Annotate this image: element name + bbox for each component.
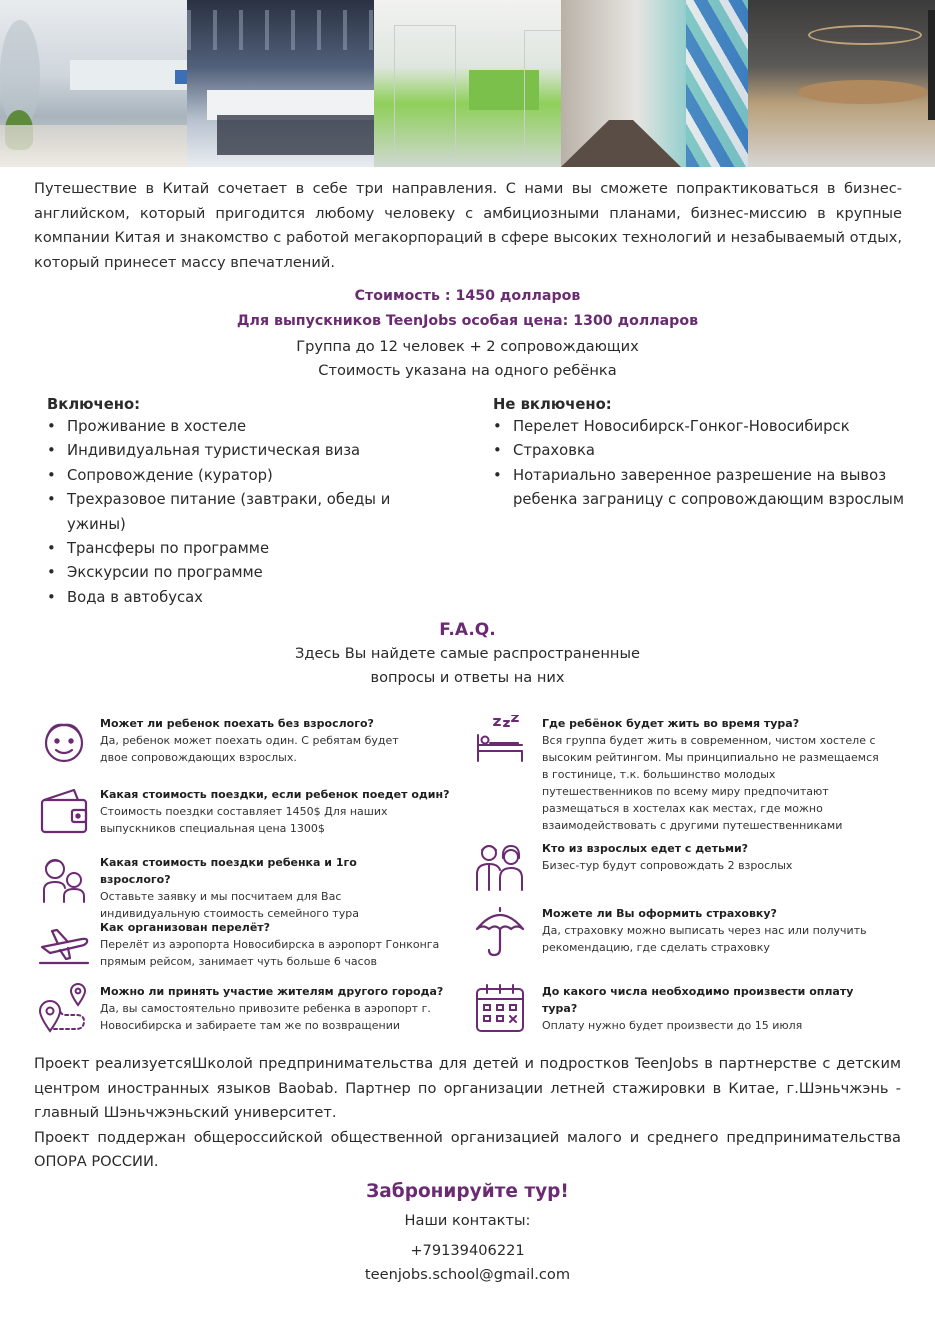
faq-answer: Вся группа будет жить в современном, чистом хостеле с высоким рейтингом. Мы принципиально не размещаемся в гостинице, т.к. большинство молодых путешественников по всему миру предпочитают размещаться в хостелах как местах, где можно взаимодействовать с другими путешественниками	[542, 734, 879, 832]
list-item: • Индивидуальная туристическая виза	[47, 439, 447, 463]
faq-item	[474, 983, 904, 1035]
faq-item	[38, 919, 458, 971]
faq-subtitle	[0, 642, 935, 689]
alumni-price-text: Для выпускников TeenJobs особая цена: 1300 долларов	[236, 313, 699, 329]
faq-answer: Оставьте заявку и мы посчитаем для Вас индивидуальную стоимость семейного тура	[100, 890, 359, 920]
faq-answer: Перелёт из аэропорта Новосибирска в аэропорт Гонконга прямым рейсом, занимает чуть больше 6 часов	[100, 938, 440, 968]
office-photo-corridor	[561, 0, 748, 167]
project-paragraph: Проект реализуетсяШколой предпринимательства для детей и подростков TeenJobs в партнерстве с детским центром иностранных языков Baobab. Партнер по организации летней стажировки в Китае, г.Шэньчжэнь - главный Шэньчжэньский университет.	[34, 1055, 901, 1121]
not-included-title: Не включено:	[493, 396, 612, 413]
calendar-icon	[474, 983, 526, 1035]
faq-question: Как организован перелёт?	[100, 921, 271, 934]
office-photo-openspace	[187, 0, 374, 167]
faq-subtitle-line: Здесь Вы найдете самые распространенные	[295, 645, 640, 662]
included-section	[47, 395, 447, 610]
faq-item	[38, 715, 418, 767]
contacts-title: Наши контакты:	[404, 1212, 531, 1229]
book-tour-heading: Забронируйте тур!	[366, 1181, 569, 1202]
faq-answer: Бизес-тур будут сопровождать 2 взрослых	[542, 859, 793, 872]
airplane-icon	[38, 919, 90, 971]
list-item: • Сопровождение (куратор)	[47, 464, 447, 488]
header-photo-banner	[0, 0, 935, 167]
faq-question: Может ли ребенок поехать без взрослого?	[100, 717, 374, 730]
group-size-text: Группа до 12 человек + 2 сопровождающих	[296, 338, 639, 355]
office-photo-lobby	[0, 0, 187, 167]
office-photo-glass	[374, 0, 561, 167]
faq-answer: Да, вы самостоятельно привозите ребенка в аэропорт г. Новосибирска и забираете там же по возвращении	[100, 1002, 431, 1032]
faq-item	[474, 715, 904, 834]
list-item: • Трансферы по программе	[47, 537, 447, 561]
list-item: • Страховка	[493, 439, 913, 463]
faq-question: Какая стоимость поездки ребенка и 1го взрослого?	[100, 856, 357, 886]
project-paragraph: Проект поддержан общероссийской общественной организацией малого и среднего предпринимательства ОПОРА РОССИИ.	[34, 1128, 901, 1170]
faq-question: Можете ли Вы оформить страховку?	[542, 907, 777, 920]
price-text: Стоимость : 1450 долларов	[354, 288, 581, 304]
faq-question: Какая стоимость поездки, если ребенок поедет один?	[100, 788, 450, 801]
faq-item	[38, 786, 458, 838]
faq-question: Где ребёнок будет жить во время тура?	[542, 717, 800, 730]
faq-question: Кто из взрослых едет с детьми?	[542, 842, 749, 855]
not-included-section	[493, 395, 913, 513]
contact-email[interactable]: teenjobs.school@gmail.com	[364, 1266, 571, 1283]
adults-icon	[474, 840, 526, 892]
included-list	[47, 415, 447, 610]
child-face-icon	[38, 715, 90, 767]
faq-answer: Оплату нужно будет произвести до 15 июля	[542, 1019, 803, 1032]
faq-item	[38, 854, 458, 922]
faq-question: До какого числа необходимо произвести оплату тура?	[542, 985, 854, 1015]
faq-item	[474, 905, 904, 957]
per-child-note: Стоимость указана на одного ребёнка	[318, 362, 617, 379]
list-item: • Перелет Новосибирск-Гонког-Новосибирск	[493, 415, 913, 439]
map-route-icon	[38, 983, 90, 1035]
faq-subtitle-line: вопросы и ответы на них	[370, 668, 565, 686]
faq-answer: Да, страховку можно выписать через нас или получить рекомендацию, где сделать страховку	[542, 924, 867, 954]
faq-answer: Стоимость поездки составляет 1450$ Для наших выпускников специальная цена 1300$	[100, 805, 388, 835]
intro-text: Путешествие в Китай сочетает в себе три направления. С нами вы сможете попрактиковаться в бизнес-английском, который пригодится любому человеку с амбициозными планами, бизнес-миссию в крупные компании Китая и знакомство с работой мегакорпораций в сфере высоких технологий и незабываемый отдых, который принесет массу впечатлений.	[34, 180, 902, 271]
office-photo-meeting-room	[748, 0, 935, 167]
family-icon	[38, 854, 90, 906]
faq-item	[474, 840, 904, 892]
faq-title: F.A.Q.	[439, 620, 496, 640]
not-included-list	[493, 415, 913, 513]
umbrella-icon	[474, 905, 526, 957]
project-description	[34, 1052, 901, 1175]
list-item: • Экскурсии по программе	[47, 561, 447, 585]
included-title: Включено:	[47, 396, 141, 413]
faq-question: Можно ли принять участие жителям другого города?	[100, 985, 444, 998]
faq-answer: Да, ребенок может поехать один. С ребятам будет двое сопровождающих взрослых.	[100, 734, 399, 764]
list-item: • Проживание в хостеле	[47, 415, 447, 439]
wallet-icon	[38, 786, 90, 838]
contact-phone[interactable]: +79139406221	[410, 1242, 525, 1259]
list-item: • Трехразовое питание (завтраки, обеды и ужины)	[47, 488, 447, 537]
list-item: • Вода в автобусах	[47, 586, 447, 610]
faq-item	[38, 983, 458, 1035]
list-item: • Нотариально заверенное разрешение на вывоз ребенка заграницу с сопровождающим взрослым	[493, 464, 913, 513]
bed-sleep-icon	[474, 715, 526, 767]
